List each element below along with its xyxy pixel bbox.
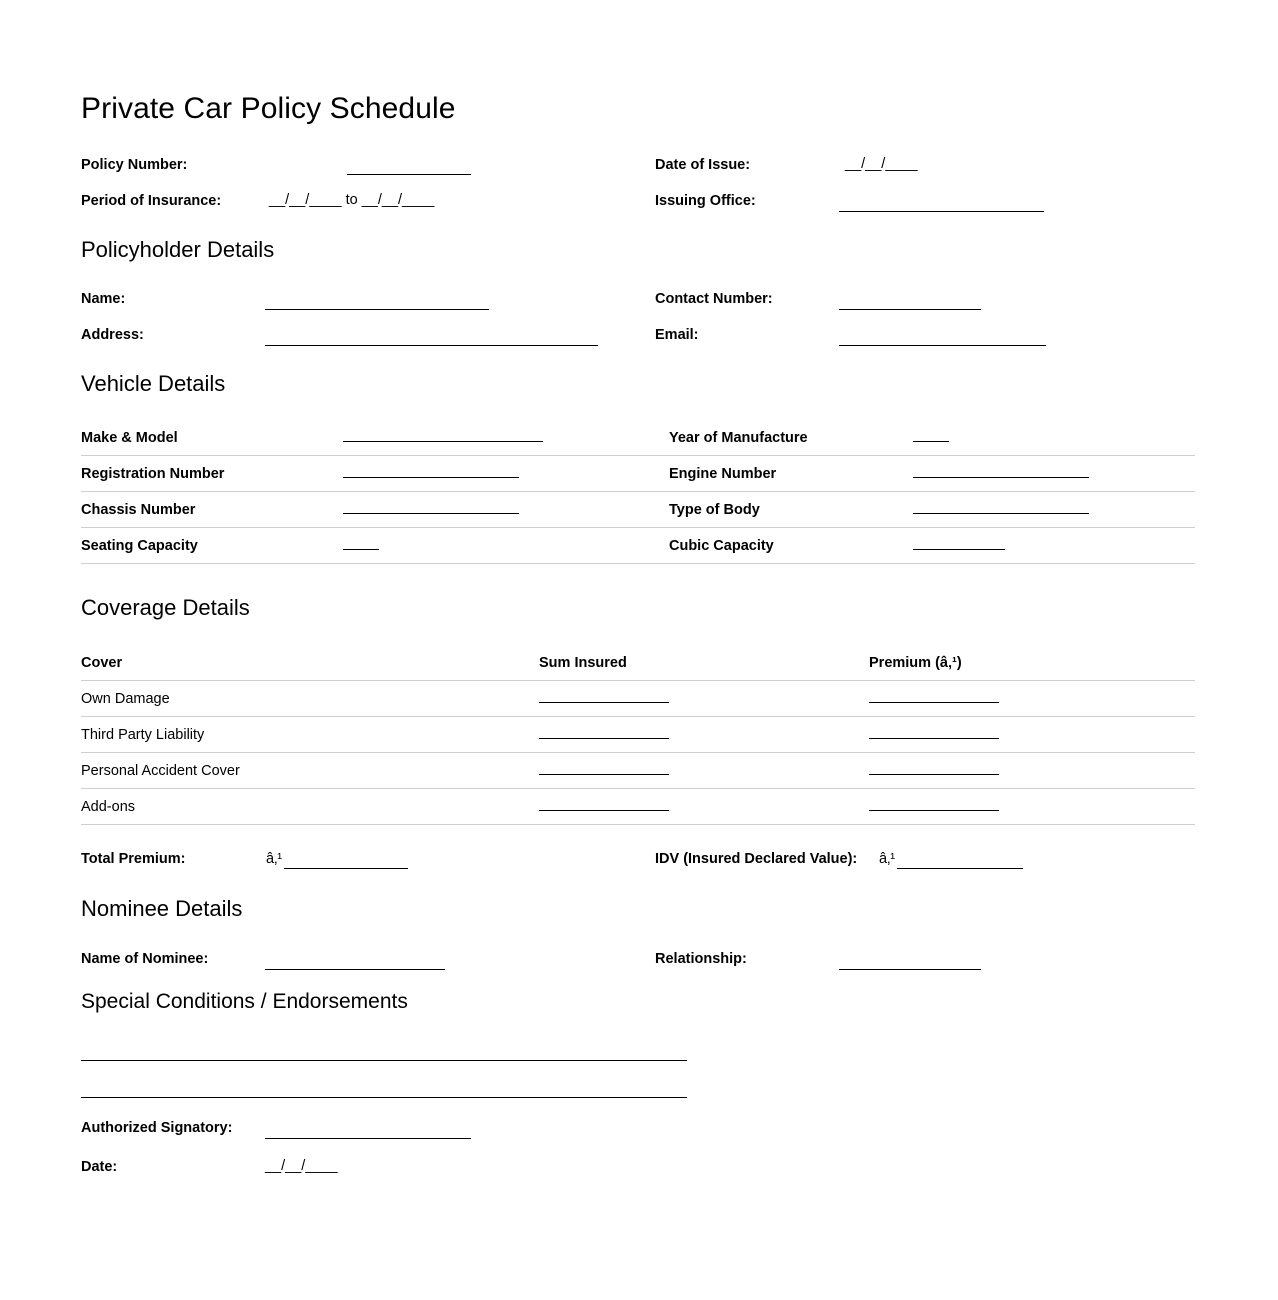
footer-date-label: Date: (81, 1159, 118, 1175)
vehicle-label-registration: Registration Number (81, 456, 343, 492)
input-underline[interactable] (869, 762, 999, 775)
footer-date-input[interactable]: __/__/____ (265, 1158, 338, 1174)
input-underline[interactable] (539, 690, 669, 703)
input-underline[interactable] (343, 501, 519, 514)
idv-currency: â‚¹ (879, 851, 896, 867)
policy-number-input[interactable] (347, 174, 471, 175)
input-underline[interactable] (869, 690, 999, 703)
coverage-details-table (81, 645, 1195, 825)
table-row (81, 528, 1195, 564)
special-conditions-line-1[interactable] (81, 1060, 687, 1061)
page-title: Private Car Policy Schedule (81, 92, 456, 125)
vehicle-label-cubic-capacity: Cubic Capacity (669, 528, 913, 564)
vehicle-value-year[interactable] (913, 420, 1195, 456)
table-row (81, 492, 1195, 528)
table-row (81, 717, 1195, 753)
table-header-row (81, 645, 1195, 681)
input-underline[interactable] (869, 798, 999, 811)
input-underline[interactable] (869, 726, 999, 739)
total-premium-label: Total Premium: (81, 851, 186, 867)
vehicle-value-body-type[interactable] (913, 492, 1195, 528)
coverage-premium-own-damage[interactable] (869, 681, 1195, 717)
authorized-signatory-input[interactable] (265, 1138, 471, 1139)
input-underline[interactable] (343, 429, 543, 442)
section-title-coverage: Coverage Details (81, 595, 250, 620)
input-underline[interactable] (913, 501, 1089, 514)
contact-number-input[interactable] (839, 309, 981, 310)
vehicle-label-year: Year of Manufacture (669, 420, 913, 456)
vehicle-value-seating[interactable] (343, 528, 669, 564)
vehicle-label-chassis: Chassis Number (81, 492, 343, 528)
table-row (81, 456, 1195, 492)
vehicle-label-body-type: Type of Body (669, 492, 913, 528)
nominee-relationship-input[interactable] (839, 969, 981, 970)
vehicle-label-make-model: Make & Model (81, 420, 343, 456)
period-of-insurance-input[interactable]: __/__/____ to __/__/____ (269, 192, 435, 208)
vehicle-value-cubic-capacity[interactable] (913, 528, 1195, 564)
coverage-sum-insured-add-ons[interactable] (539, 789, 869, 825)
coverage-sum-insured-own-damage[interactable] (539, 681, 869, 717)
total-premium-input[interactable] (284, 868, 408, 869)
nominee-name-label: Name of Nominee: (81, 951, 209, 967)
table-row (81, 420, 1195, 456)
nominee-relationship-label: Relationship: (655, 951, 747, 967)
coverage-row-label-personal-accident: Personal Accident Cover (81, 753, 539, 789)
vehicle-details-table (81, 420, 1195, 564)
input-underline[interactable] (539, 798, 669, 811)
input-underline[interactable] (913, 537, 1005, 550)
policyholder-name-input[interactable] (265, 309, 489, 310)
coverage-col-cover: Cover (81, 645, 539, 681)
coverage-premium-add-ons[interactable] (869, 789, 1195, 825)
section-title-special-conditions: Special Conditions / Endorsements (81, 990, 408, 1013)
authorized-signatory-label: Authorized Signatory: (81, 1120, 233, 1136)
policy-number-label: Policy Number: (81, 157, 188, 173)
special-conditions-line-2[interactable] (81, 1097, 687, 1098)
idv-label: IDV (Insured Declared Value): (655, 851, 858, 867)
coverage-col-sum-insured: Sum Insured (539, 645, 869, 681)
period-of-insurance-label: Period of Insurance: (81, 193, 222, 209)
coverage-premium-third-party[interactable] (869, 717, 1195, 753)
input-underline[interactable] (539, 726, 669, 739)
coverage-col-premium: Premium (â‚¹) (869, 645, 1195, 681)
total-premium-currency: â‚¹ (266, 851, 283, 867)
vehicle-value-chassis[interactable] (343, 492, 669, 528)
section-title-nominee: Nominee Details (81, 896, 243, 921)
input-underline[interactable] (913, 465, 1089, 478)
policyholder-email-input[interactable] (839, 345, 1046, 346)
input-underline[interactable] (343, 465, 519, 478)
vehicle-value-engine[interactable] (913, 456, 1195, 492)
issuing-office-label: Issuing Office: (655, 193, 756, 209)
input-underline[interactable] (913, 429, 949, 442)
coverage-sum-insured-personal-accident[interactable] (539, 753, 869, 789)
contact-number-label: Contact Number: (655, 291, 773, 307)
vehicle-value-make-model[interactable] (343, 420, 669, 456)
policyholder-address-input[interactable] (265, 345, 598, 346)
vehicle-label-engine: Engine Number (669, 456, 913, 492)
date-of-issue-input[interactable]: __/__/____ (845, 156, 918, 172)
policyholder-name-label: Name: (81, 291, 126, 307)
issuing-office-input[interactable] (839, 211, 1044, 212)
section-title-vehicle: Vehicle Details (81, 371, 226, 396)
table-row (81, 681, 1195, 717)
coverage-row-label-third-party: Third Party Liability (81, 717, 539, 753)
coverage-sum-insured-third-party[interactable] (539, 717, 869, 753)
vehicle-value-registration[interactable] (343, 456, 669, 492)
vehicle-label-seating: Seating Capacity (81, 528, 343, 564)
table-row (81, 789, 1195, 825)
input-underline[interactable] (343, 537, 379, 550)
coverage-row-label-add-ons: Add-ons (81, 789, 539, 825)
coverage-row-label-own-damage: Own Damage (81, 681, 539, 717)
table-row (81, 753, 1195, 789)
coverage-premium-personal-accident[interactable] (869, 753, 1195, 789)
date-of-issue-label: Date of Issue: (655, 157, 751, 173)
nominee-name-input[interactable] (265, 969, 445, 970)
idv-input[interactable] (897, 868, 1023, 869)
section-title-policyholder: Policyholder Details (81, 237, 275, 262)
policyholder-address-label: Address: (81, 327, 144, 343)
input-underline[interactable] (539, 762, 669, 775)
policyholder-email-label: Email: (655, 327, 699, 343)
